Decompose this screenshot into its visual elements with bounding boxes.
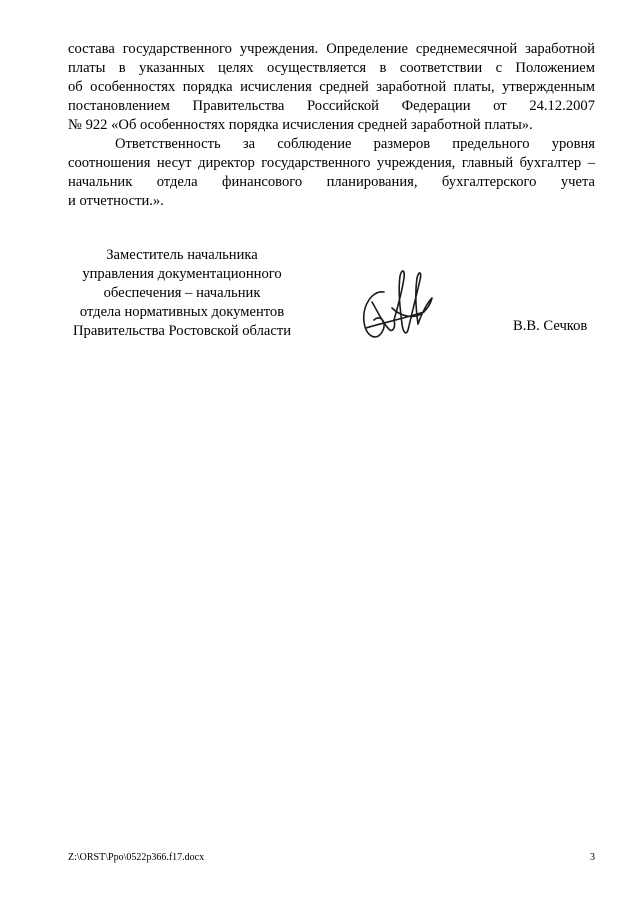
text-line: об особенностях порядка исчисления средней заработной платы, утвержденным xyxy=(68,79,595,95)
paragraph-responsibility xyxy=(68,135,595,211)
position-line: Правительства Ростовской области xyxy=(72,323,292,339)
text-line: и отчетности.». xyxy=(68,193,164,209)
page-number: 3 xyxy=(590,852,595,863)
paragraph-salary-calculation xyxy=(68,40,595,135)
text-line: постановлением Правительства Российской Федерации от 24.12.2007 xyxy=(68,98,595,114)
footer-file-path: Z:\ORST\Ppo\0522p366.f17.docx xyxy=(68,852,205,863)
position-line: обеспечения – начальник xyxy=(103,285,261,301)
signer-name: В.В. Сечков xyxy=(513,318,588,334)
handwritten-signature-icon xyxy=(358,262,436,346)
signatory-position xyxy=(60,246,304,341)
text-line: платы в указанных целях осуществляется в соответствии с Положением xyxy=(68,60,595,76)
text-line: соотношения несут директор государственного учреждения, главный бухгалтер – xyxy=(68,155,595,171)
position-line: управления документационного xyxy=(82,266,282,282)
text-line: № 922 «Об особенностях порядка исчисления средней заработной платы». xyxy=(68,117,533,133)
position-line: отдела нормативных документов xyxy=(79,304,285,320)
position-line: Заместитель начальника xyxy=(106,247,258,263)
text-line: начальник отдела финансового планирования, бухгалтерского учета xyxy=(68,174,595,190)
text-line: Ответственность за соблюдение размеров предельного уровня xyxy=(115,136,595,152)
document-body xyxy=(68,40,595,211)
text-line: состава государственного учреждения. Определение среднемесячной заработной xyxy=(68,41,595,57)
